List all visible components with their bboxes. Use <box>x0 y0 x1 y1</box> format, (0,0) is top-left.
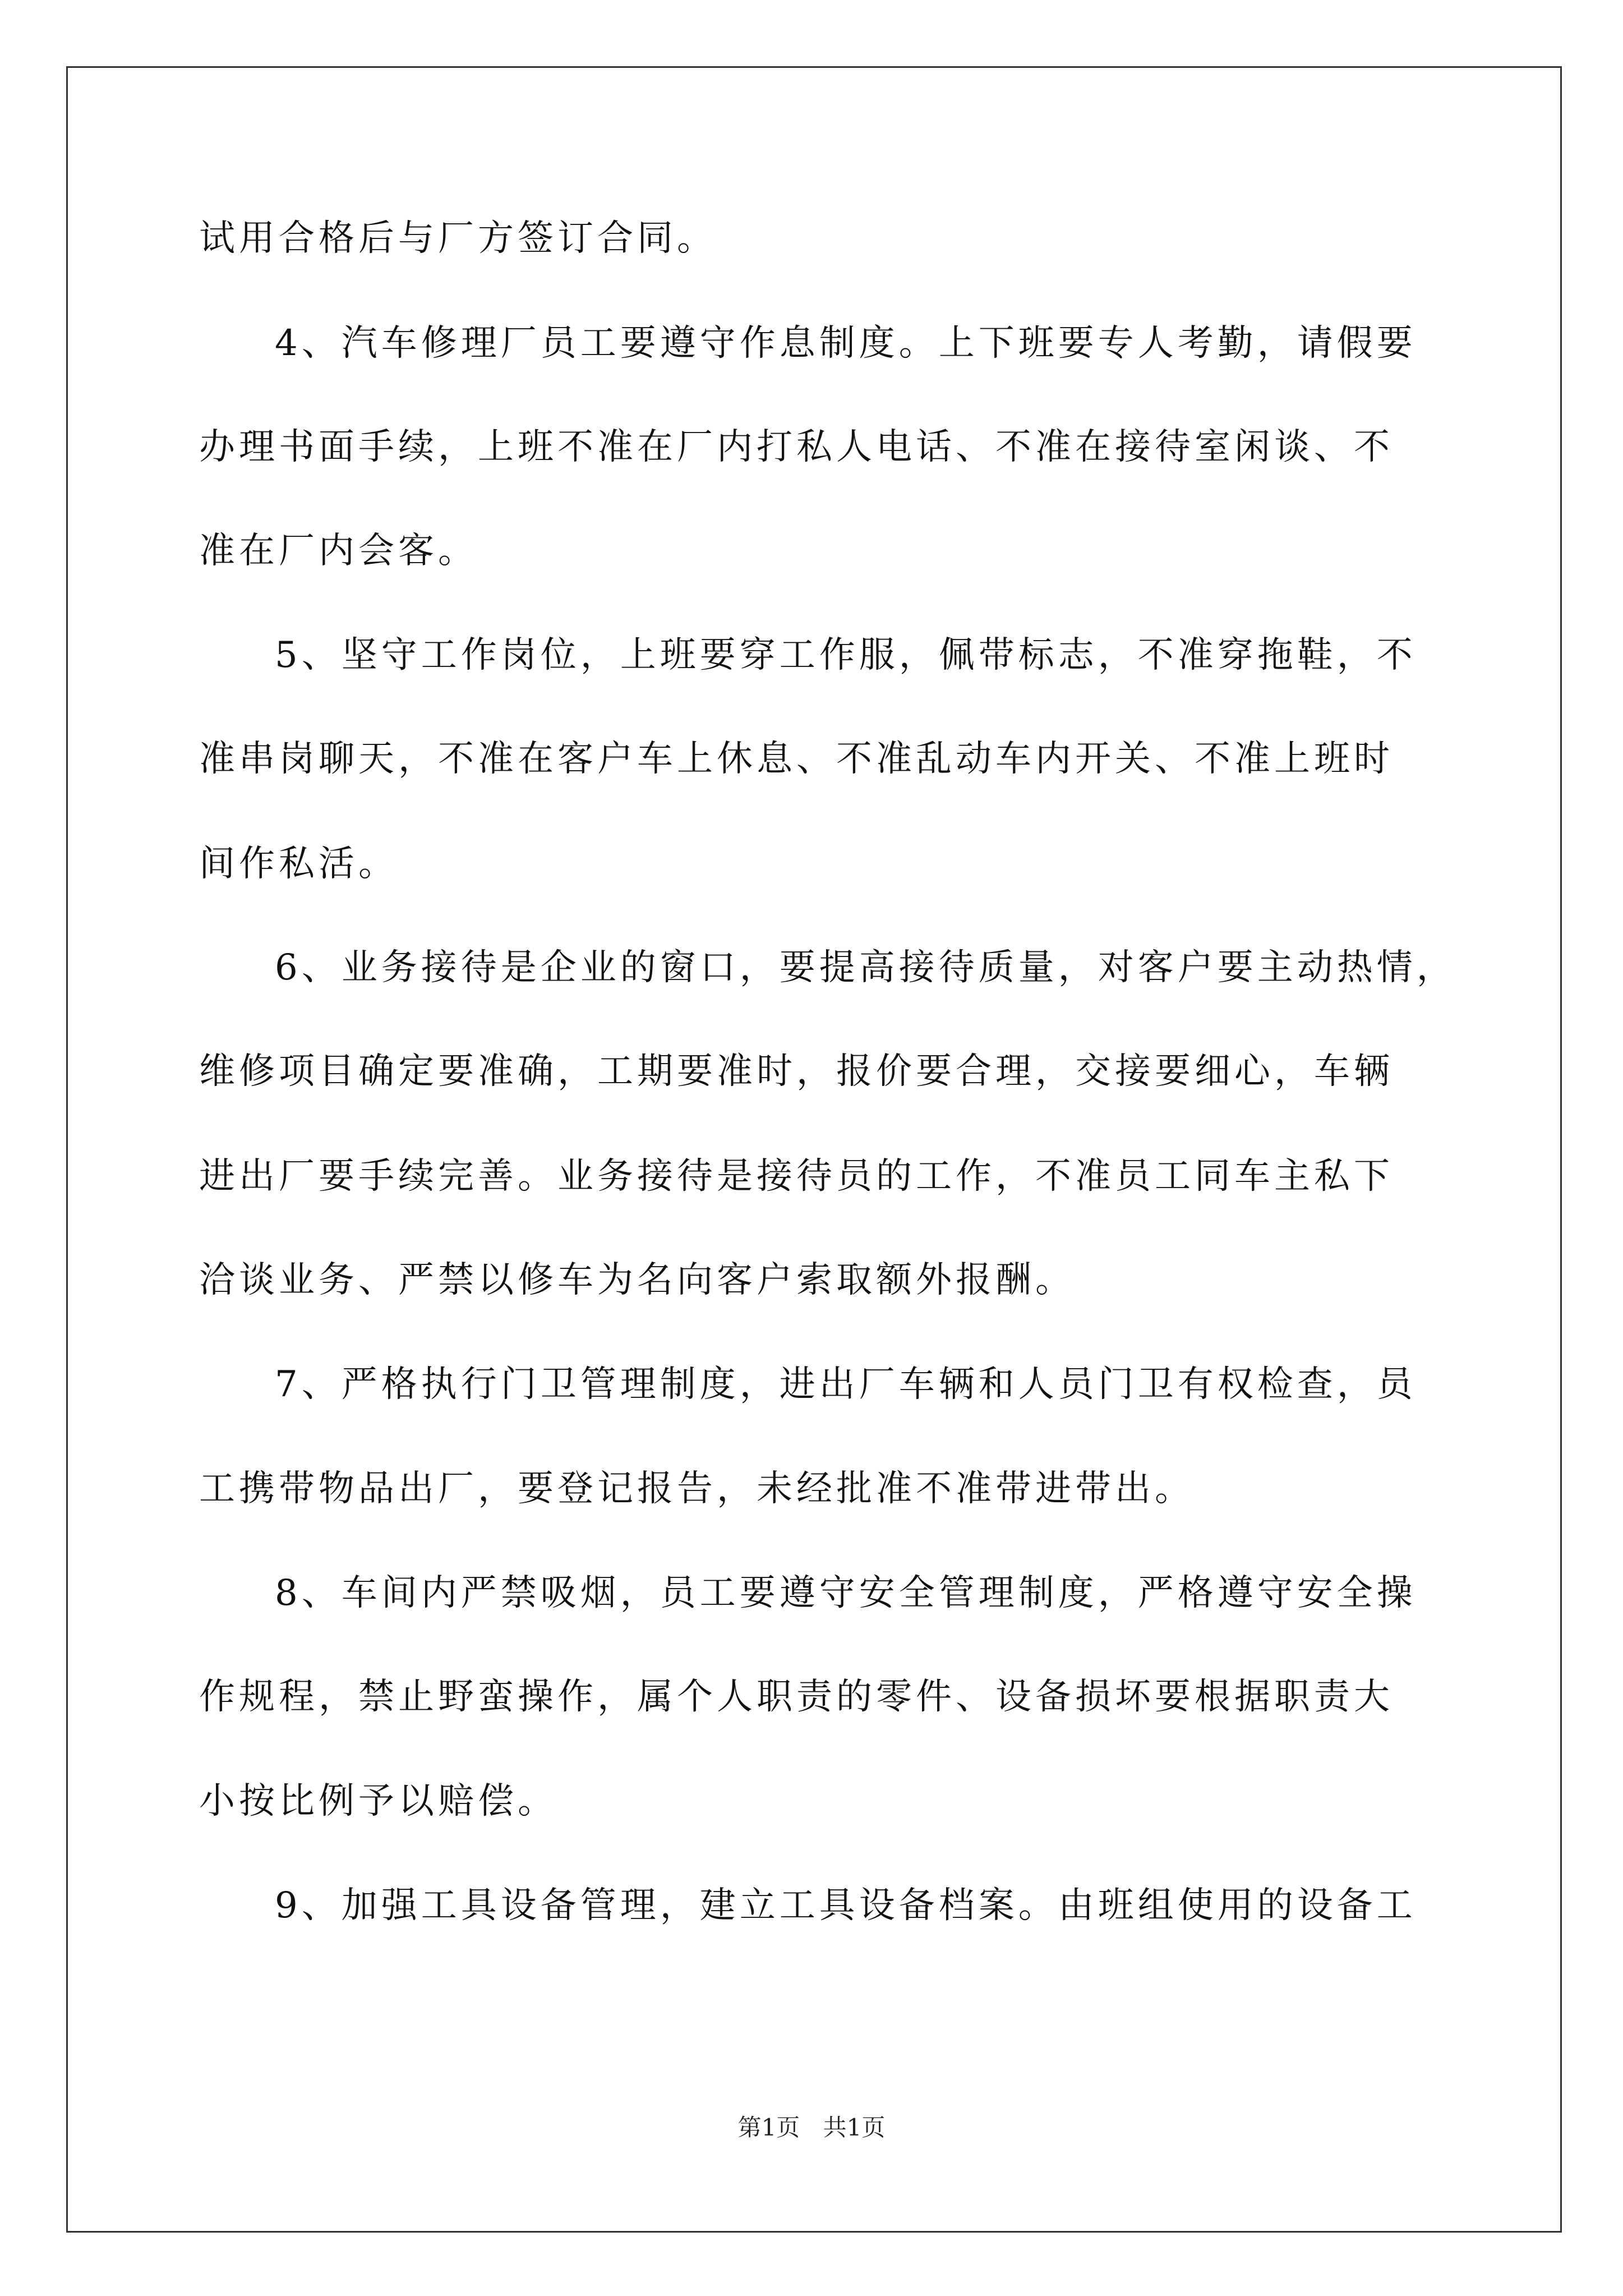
page-number: 第1页 <box>737 2114 800 2141</box>
text-line: 6、业务接待是企业的窗口，要提高接待质量，对客户要主动热情， <box>275 947 1456 988</box>
text-line: 准在厂内会客。 <box>199 530 478 572</box>
page-footer <box>0 2114 1623 2142</box>
text-line: 4、汽车修理厂员工要遵守作息制度。上下班要专人考勤，请假要 <box>275 323 1417 364</box>
text-line: 进出厂要手续完善。业务接待是接待员的工作，不准员工同车主私下 <box>199 1156 1394 1197</box>
text-line: 小按比例予以赔偿。 <box>199 1780 557 1822</box>
text-line: 洽谈业务、严禁以修车为名向客户索取额外报酬。 <box>199 1259 1075 1301</box>
text-line: 工携带物品出厂，要登记报告，未经批准不准带进带出。 <box>199 1468 1195 1510</box>
text-line: 9、加强工具设备管理，建立工具设备档案。由班组使用的设备工 <box>275 1885 1417 1926</box>
page-total: 共1页 <box>823 2114 886 2141</box>
text-line: 作规程，禁止野蛮操作，属个人职责的零件、设备损坏要根据职责大 <box>199 1676 1394 1718</box>
text-line: 试用合格后与厂方签订合同。 <box>199 218 717 259</box>
text-line: 维修项目确定要准确，工期要准时，报价要合理，交接要细心，车辆 <box>199 1051 1394 1092</box>
text-line: 准串岗聊天，不准在客户车上休息、不准乱动车内开关、不准上班时 <box>199 738 1394 780</box>
text-line: 7、严格执行门卫管理制度，进出厂车辆和人员门卫有权检查，员 <box>275 1364 1417 1405</box>
text-line: 间作私活。 <box>199 843 398 885</box>
text-line: 5、坚守工作岗位，上班要穿工作服，佩带标志，不准穿拖鞋，不 <box>275 634 1417 676</box>
text-line: 办理书面手续，上班不准在厂内打私人电话、不准在接待室闲谈、不 <box>199 426 1394 468</box>
text-line: 8、车间内严禁吸烟，员工要遵守安全管理制度，严格遵守安全操 <box>275 1572 1417 1614</box>
